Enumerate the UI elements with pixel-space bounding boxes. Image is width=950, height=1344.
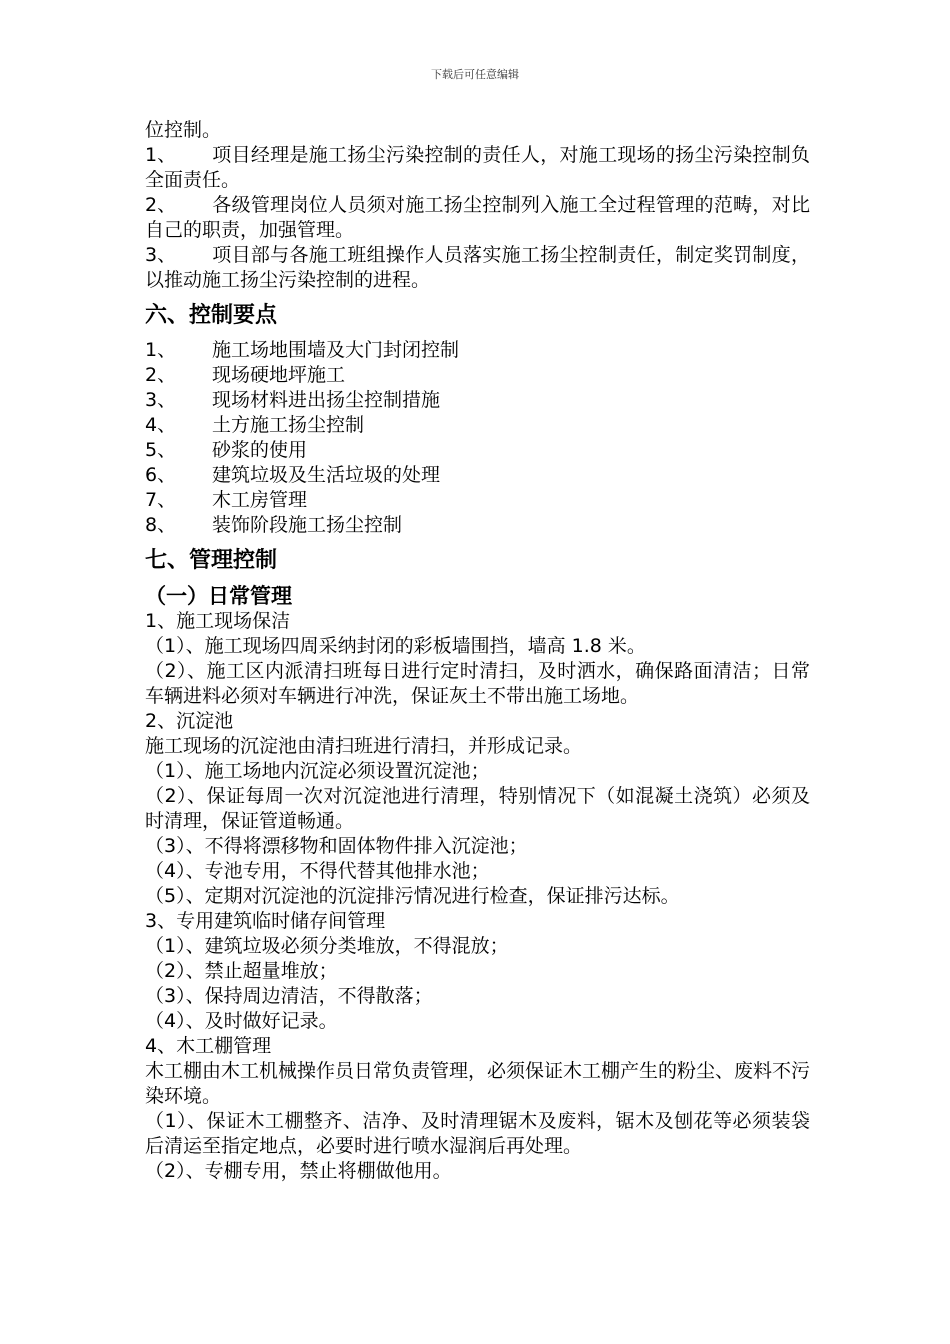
paragraph: （2）、施工区内派清扫班每日进行定时清扫，及时洒水，确保路面清洁；日常车辆进料必须对车辆进行冲洗，保证灰土不带出施工场地。	[145, 660, 810, 707]
paragraph: （1）、建筑垃圾必须分类堆放，不得混放；	[145, 935, 509, 957]
paragraph: （2）、禁止超量堆放；	[145, 960, 338, 982]
paragraph: 1、施工现场保洁	[145, 610, 291, 632]
list-item	[145, 413, 810, 438]
intro-text: 位控制。	[145, 119, 222, 141]
item-text: 现场材料进出扬尘控制措施	[212, 389, 441, 411]
item-text: 土方施工扬尘控制	[212, 414, 365, 436]
item-number: 1、	[145, 144, 177, 166]
item-text: 装饰阶段施工扬尘控制	[212, 514, 403, 536]
item-text: 建筑垃圾及生活垃圾的处理	[212, 464, 441, 486]
list-item	[145, 243, 810, 293]
responsibility-list	[145, 143, 810, 293]
item-number: 7、	[145, 489, 177, 511]
subsection-heading: （一）日常管理	[145, 584, 292, 608]
section-6-heading: 六、控制要点	[145, 303, 278, 328]
list-item	[145, 438, 810, 463]
paragraph: （3）、不得将漂移物和固体物件排入沉淀池；	[145, 835, 528, 857]
paragraph: 4、木工棚管理	[145, 1035, 272, 1057]
item-number: 2、	[145, 364, 177, 386]
item-text: 砂浆的使用	[212, 439, 308, 461]
list-item	[145, 193, 810, 243]
list-item	[145, 513, 810, 538]
section-7-heading: 七、管理控制	[145, 548, 278, 573]
item-text: 各级管理岗位人员须对施工扬尘控制列入施工全过程管理的范畴，对比自己的职责，加强管理。	[145, 194, 810, 241]
list-item	[145, 363, 810, 388]
item-number: 2、	[145, 194, 177, 216]
item-number: 1、	[145, 339, 177, 361]
item-number: 8、	[145, 514, 177, 536]
paragraph: 木工棚由木工机械操作员日常负责管理，必须保证木工棚产生的粉尘、废料不污染环境。	[145, 1060, 811, 1107]
paragraph: （4）、及时做好记录。	[145, 1010, 338, 1032]
item-number: 3、	[145, 244, 177, 266]
item-text: 现场硬地坪施工	[212, 364, 346, 386]
item-text: 施工场地围墙及大门封闭控制	[212, 339, 460, 361]
paragraph: 施工现场的沉淀池由清扫班进行清扫，并形成记录。	[145, 735, 583, 757]
paragraph: 2、沉淀池	[145, 710, 234, 732]
document-body	[145, 118, 810, 1184]
paragraph: （3）、保持周边清洁，不得散落；	[145, 985, 433, 1007]
list-item	[145, 143, 810, 193]
item-number: 6、	[145, 464, 177, 486]
paragraph: （2）、专棚专用，禁止将棚做他用。	[145, 1160, 452, 1182]
list-item	[145, 488, 810, 513]
list-item	[145, 338, 810, 363]
item-text: 项目部与各施工班组操作人员落实施工扬尘控制责任，制定奖罚制度，以推动施工扬尘污染控制的进程。	[145, 244, 810, 291]
list-item	[145, 463, 810, 488]
item-text: 木工房管理	[212, 489, 308, 511]
paragraph: （4）、专池专用，不得代替其他排水池；	[145, 860, 490, 882]
item-number: 5、	[145, 439, 177, 461]
paragraph: （1）、保证木工棚整齐、洁净、及时清理锯木及废料，锯木及刨花等必须装袋后清运至指定地点，必要时进行喷水湿润后再处理。	[145, 1110, 810, 1157]
item-text: 项目经理是施工扬尘污染控制的责任人，对施工现场的扬尘污染控制负全面责任。	[145, 144, 810, 191]
item-number: 3、	[145, 389, 177, 411]
control-points-list	[145, 338, 810, 538]
page-header-note: 下载后可任意编辑	[431, 68, 519, 81]
paragraph: （1）、施工现场四周采纳封闭的彩板墙围挡，墙高 1.8 米。	[145, 635, 646, 657]
paragraph: （1）、施工场地内沉淀必须设置沉淀池；	[145, 760, 490, 782]
list-item	[145, 388, 810, 413]
daily-management-body	[145, 609, 810, 1184]
paragraph: （2）、保证每周一次对沉淀池进行清理，特别情况下（如混凝土浇筑）必须及时清理，保证管道畅通。	[145, 785, 810, 832]
paragraph: 3、专用建筑临时储存间管理	[145, 910, 386, 932]
item-number: 4、	[145, 414, 177, 436]
paragraph: （5）、定期对沉淀池的沉淀排污情况进行检查，保证排污达标。	[145, 885, 680, 907]
